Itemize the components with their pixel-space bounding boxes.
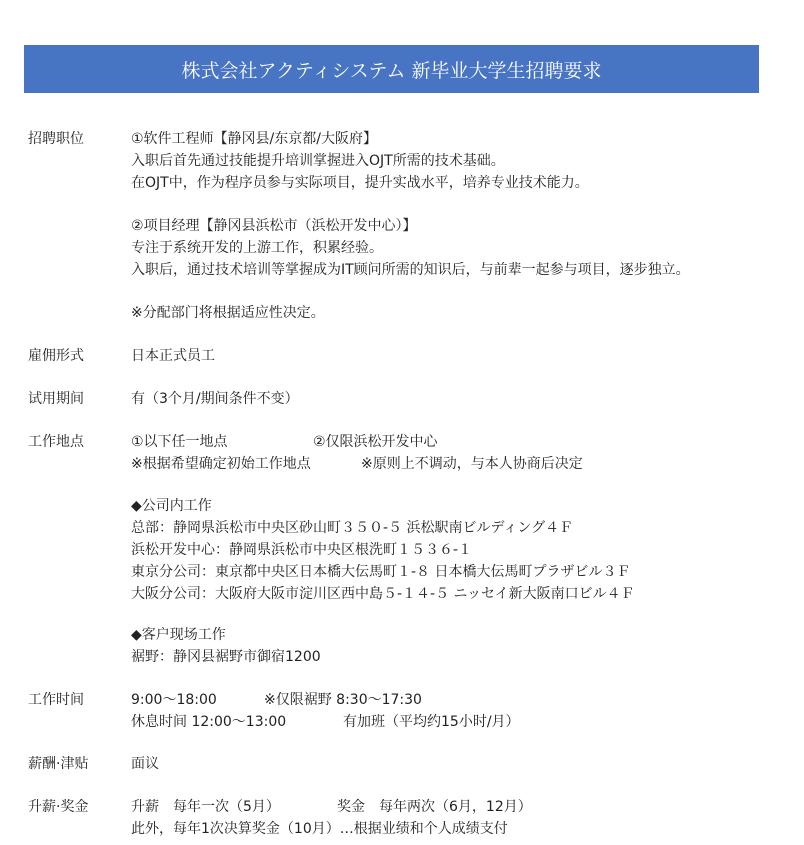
positions-note: ※分配部门将根据适应性决定。	[131, 305, 325, 321]
probation-label: 试用期间	[28, 391, 84, 407]
employment-label: 雇佣形式	[28, 348, 84, 364]
hours-overtime: 有加班（平均约15小时/月）	[343, 714, 520, 730]
raise-text: 升薪 每年一次（5月）	[131, 799, 280, 815]
salary-value: 面议	[131, 756, 159, 772]
position-2-title: ②项目经理【静冈县浜松市（浜松开发中心）】	[131, 218, 417, 234]
salary-label: 薪酬·津贴	[28, 756, 89, 772]
client-site-heading: ◆客户现场工作	[131, 627, 226, 643]
location-note-2: ※原则上不调动，与本人协商后决定	[361, 456, 583, 472]
hours-label: 工作时间	[28, 692, 84, 708]
position-1-desc-2: 在OJT中，作为程序员参与实际项目，提升实战水平，培养专业技术能力。	[131, 175, 589, 191]
hours-break: 休息时间 12:00～13:00	[131, 714, 287, 730]
client-site-susono: 裾野：静冈县裾野市御宿1200	[131, 649, 321, 665]
page-title: 株式会社アクティシステム 新毕业大学生招聘要求	[24, 45, 759, 93]
raise-label: 升薪·奖金	[28, 799, 89, 815]
positions-label: 招聘职位	[28, 131, 84, 147]
hours-note: ※仅限裾野 8:30～17:30	[264, 692, 422, 708]
location-note-1: ※根据希望确定初始工作地点	[131, 456, 311, 472]
position-2-desc-2: 入职后，通过技术培训等掌握成为IT顾问所需的知识后，与前辈一起参与项目，逐步独立。	[131, 262, 690, 278]
office-hamamatsu: 浜松开发中心：静岡県浜松市中央区根洗町１５３６-１	[131, 542, 473, 558]
location-option-2: ②仅限浜松开发中心	[313, 434, 438, 450]
employment-value: 日本正式员工	[131, 348, 215, 364]
position-1-title: ①软件工程师【静冈县/东京都/大阪府】	[131, 131, 377, 147]
bonus-text: 奖金 每年两次（6月，12月）	[337, 799, 532, 815]
bonus-extra: 此外，每年1次决算奖金（10月）…根据业绩和个人成绩支付	[131, 821, 508, 837]
position-1-desc-1: 入职后首先通过技能提升培训掌握进入OJT所需的技术基础。	[131, 153, 505, 169]
location-label: 工作地点	[28, 434, 84, 450]
office-heading: ◆公司内工作	[131, 498, 212, 514]
office-osaka: 大阪分公司：大阪府大阪市淀川区西中島５-１４-５ ニッセイ新大阪南口ビル４Ｆ	[131, 586, 635, 602]
office-tokyo: 東京分公司：東京都中央区日本橋大伝馬町１-８ 日本橋大伝馬町プラザビル３Ｆ	[131, 564, 631, 580]
office-headquarters: 总部：静岡県浜松市中央区砂山町３５０-５ 浜松駅南ビルディング４Ｆ	[131, 520, 574, 536]
location-option-1: ①以下任一地点	[131, 434, 228, 450]
probation-value: 有（3个月/期间条件不变）	[131, 391, 299, 407]
position-2-desc-1: 专注于系统开发的上游工作，积累经验。	[131, 240, 383, 256]
hours-time: 9:00～18:00	[131, 692, 217, 708]
